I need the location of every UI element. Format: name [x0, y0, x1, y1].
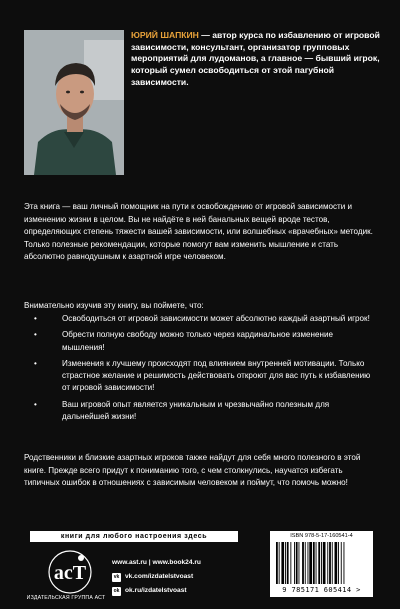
list-item	[24, 313, 374, 325]
list-item-text: Изменения к лучшему происходят под влиянием внутренней мотивации. Только страстное желание и решимость действовать откроют для вас путь к избавлению от игровой зависимости!	[62, 358, 371, 393]
barcode-panel	[270, 531, 373, 597]
bullet-mark: •	[34, 399, 37, 409]
vk-link[interactable]	[112, 570, 262, 584]
list-item-text: Ваш игровой опыт является уникальным и чрезвычайно полезным для дальнейшей жизни!	[62, 399, 330, 422]
vk-link-text[interactable]: vk.com/izdatelstvoast	[125, 573, 194, 580]
ok-link[interactable]	[112, 584, 262, 598]
logo-text: acT	[53, 562, 87, 584]
publisher-name: ИЗДАТЕЛЬСКАЯ ГРУППА АСТ	[26, 595, 106, 601]
bullet-mark: •	[34, 330, 37, 340]
vk-icon: vk	[113, 573, 120, 580]
web-link[interactable]	[112, 556, 262, 570]
author-name: ЮРИЙ ШАПКИН	[131, 30, 199, 40]
benefits-list	[24, 313, 374, 427]
isbn-text: ISBN 978-5-17-160541-4	[290, 533, 353, 539]
author-bio-text: — автор курса по избавлению от игровой зависимости, консультант, организатор групповых мероприятий для лудоманов, а главное — бывший игрок, который сумел освободиться от этой пагубной зависимости.	[131, 30, 380, 87]
bullet-mark: •	[34, 314, 37, 323]
list-item	[24, 358, 374, 395]
author-bio	[131, 30, 381, 89]
lead-line: Внимательно изучив эту книгу, вы поймете, что:	[24, 301, 204, 310]
ok-icon: ok	[113, 587, 120, 594]
author-portrait-illustration	[24, 30, 124, 175]
list-item-text: Обрести полную свободу можно только через кардинальное изменение мышления!	[62, 330, 334, 352]
list-item	[24, 329, 374, 354]
web-link-text[interactable]: www.ast.ru | www.book24.ru	[112, 559, 201, 566]
list-item	[24, 399, 374, 424]
intro-paragraph: Эта книга — ваш личный помощник на пути к освобождению от игровой зависимости и изменению жизни в целом. Вы не найдёте в ней банальных вещей вроде тестов, определяющих степень тяжести вашей зависимости, или волшебных «врачебных» методик. Только полезные рекомендации, которые помогут вам изменить мышление и стать абсолютно равнодушным к азартной игре человеком.	[24, 202, 373, 262]
list-item-text: Освободиться от игровой зависимости может абсолютно каждый азартный игрок!	[62, 314, 370, 323]
ast-logo-icon	[40, 549, 100, 595]
publisher-links	[112, 556, 262, 598]
barcode-digits: 9 785171 605414 >	[282, 586, 361, 594]
bullet-mark: •	[34, 358, 37, 368]
outro-paragraph: Родственники и близкие азартных игроков также найдут для себя много полезного в этой книге. Прежде всего придут к пониманию того, с чем столкнулись, научатся избегать типичных ошибок в отношениях с зависимым человеком и поймут, что помочь можно!	[24, 453, 361, 488]
barcode-icon	[276, 542, 367, 586]
author-photo	[24, 30, 124, 175]
tagline-banner: книги для любого настроения здесь	[30, 531, 238, 542]
ok-link-text[interactable]: ok.ru/izdatelstvoast	[125, 587, 187, 594]
